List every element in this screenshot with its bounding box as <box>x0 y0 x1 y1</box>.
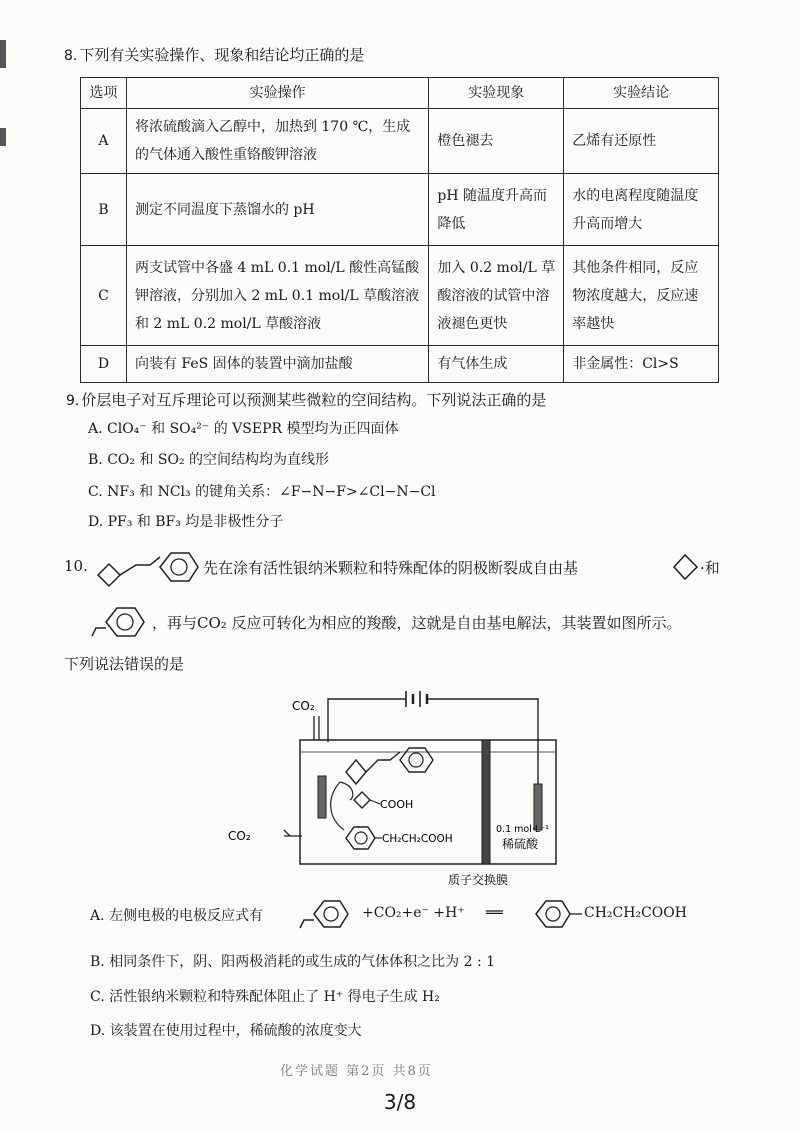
page-indicator: 3/8 <box>383 1090 417 1114</box>
row-phenomenon: 加入 0.2 mol/L 草酸溶液的试管中溶液褪色更快 <box>429 246 564 346</box>
table-row <box>81 174 719 246</box>
q10-option-a-reactants: +CO₂+e⁻ +H⁺ <box>362 905 465 921</box>
benzene-ring <box>314 901 348 927</box>
row-option: B <box>81 174 127 246</box>
scan-edge-mark <box>0 128 6 146</box>
product-cooh-label: COOH <box>380 798 414 811</box>
header-option: 选项 <box>81 78 127 109</box>
alkyl-chain <box>120 557 160 575</box>
row-conclusion: 水的电离程度随温度升高而增大 <box>564 174 719 246</box>
molecule-cyclobutyl-radical <box>670 550 702 584</box>
table-row <box>81 346 719 383</box>
aromatic-circle <box>324 907 338 921</box>
q10-option-a-product: CH₂CH₂COOH <box>584 905 687 921</box>
q10-line2-text: ，再与CO₂ 反应可转化为相应的羧酸，这就是自由基电解法，其装置如图所示。 <box>152 614 682 632</box>
molecule-phenylethyl-radical <box>296 896 362 934</box>
benzene-ring <box>536 901 570 927</box>
row-phenomenon: 橙色褪去 <box>429 109 564 174</box>
row-operation: 向装有 FeS 固体的装置中滴加盐酸 <box>126 346 428 383</box>
benzene-ring <box>160 553 198 581</box>
aromatic-circle <box>171 559 187 575</box>
alkyl-chain <box>92 628 106 636</box>
benzene-ring <box>106 608 144 636</box>
reaction-arrow <box>331 782 344 830</box>
aromatic-circle <box>355 832 367 844</box>
row-phenomenon: pH 随温度升高而降低 <box>429 174 564 246</box>
q10-option-a-equals: ══ <box>486 905 503 921</box>
q8-number: 8. <box>64 48 78 64</box>
alkyl-chain <box>300 920 314 928</box>
solution-name-label: 稀硫酸 <box>502 837 539 851</box>
alkyl-chain <box>366 752 400 772</box>
co2-inlet-top-label: CO₂ <box>292 699 315 713</box>
q8-title <box>64 44 364 65</box>
cyclobutane-ring <box>674 555 697 579</box>
cyclobutane-ring <box>346 760 366 784</box>
benzene-ring <box>346 827 375 849</box>
footer-page-info: 化学试题 第2页 共8页 <box>280 1064 433 1079</box>
q9-option-a: A. ClO₄⁻ 和 SO₄²⁻ 的 VSEPR 模型均为正四面体 <box>88 421 399 437</box>
q9-option-b: B. CO₂ 和 SO₂ 的空间结构均为直线形 <box>88 452 330 468</box>
row-phenomenon: 有气体生成 <box>429 346 564 383</box>
scan-edge-mark <box>0 40 6 68</box>
row-operation: 测定不同温度下蒸馏水的 pH <box>126 174 428 246</box>
molecule-benzene <box>532 896 582 934</box>
q10-option-d: D. 该装置在使用过程中，稀硫酸的浓度变大 <box>90 1023 362 1039</box>
q10-option-c: C. 活性银纳米颗粒和特殊配体阻止了 H⁺ 得电子生成 H₂ <box>90 989 440 1005</box>
q9-number: 9. <box>66 393 80 409</box>
bond <box>370 800 380 804</box>
table-row <box>81 246 719 346</box>
co2-inlet-left-label: CO₂ <box>228 829 251 843</box>
membrane-label: 质子交换膜 <box>448 873 509 887</box>
aromatic-circle <box>409 753 423 767</box>
q10-option-a-prefix: A. 左侧电极的电极反应式有 <box>90 908 264 924</box>
cyclobutane-ring <box>354 792 370 808</box>
row-option: D <box>81 346 127 383</box>
q9-text: 价层电子对互斥理论可以预测某些微粒的空间结构。下列说法正确的是 <box>81 391 547 409</box>
molecule-phenylethyl-radical <box>88 600 154 644</box>
q10-option-b: B. 相同条件下，阴、阳两极消耗的或生成的气体体积之比为 2 : 1 <box>90 954 496 970</box>
reaction-arrow <box>340 782 353 800</box>
q8-table <box>80 77 719 383</box>
table-header-row <box>81 78 719 109</box>
q10-line1-text: 先在涂有活性银纳米颗粒和特殊配体的阴极断裂成自由基 <box>203 559 579 577</box>
row-option: A <box>81 109 127 174</box>
row-operation: 两支试管中各盛 4 mL 0.1 mol/L 酸性高锰酸钾溶液，分别加入 2 mL 0.1 mol/L 草酸溶液和 2 mL 0.2 mol/L 草酸溶液 <box>126 246 428 346</box>
solution-concentration-label: 0.1 mol·L⁻¹ <box>496 824 549 835</box>
row-conclusion: 乙烯有还原性 <box>564 109 719 174</box>
row-operation: 将浓硫酸滴入乙醇中，加热到 170 ℃，生成的气体通入酸性重铬酸钾溶液 <box>126 109 428 174</box>
cyclobutane-ring <box>98 564 120 586</box>
q10-line3-text: 下列说法错误的是 <box>64 655 185 673</box>
aromatic-circle <box>117 614 133 630</box>
row-option: C <box>81 246 127 346</box>
row-conclusion: 非金属性：Cl>S <box>564 346 719 383</box>
row-conclusion: 其他条件相同，反应物浓度越大，反应速率越快 <box>564 246 719 346</box>
aromatic-circle <box>546 907 560 921</box>
q8-text: 下列有关实验操作、现象和结论均正确的是 <box>79 46 365 64</box>
co2-inlet-pipe <box>284 830 290 836</box>
header-conclusion: 实验结论 <box>564 78 719 109</box>
q9-title <box>66 389 546 410</box>
q9-option-d: D. PF₃ 和 BF₃ 均是非极性分子 <box>88 514 284 530</box>
product-chain-label: CH₂CH₂COOH <box>382 833 453 845</box>
molecule-cyclobutyl-propylbenzene <box>92 545 202 589</box>
q10-number: 10. <box>64 557 88 575</box>
electrolysis-apparatus <box>228 680 590 890</box>
header-phenomenon: 实验现象 <box>429 78 564 109</box>
q10-line1-tail: ·和 <box>700 559 720 577</box>
proton-exchange-membrane <box>482 740 490 864</box>
wire <box>328 699 406 742</box>
header-operation: 实验操作 <box>126 78 428 109</box>
cathode-electrode <box>318 776 326 818</box>
table-row <box>81 109 719 174</box>
q9-option-c: C. NF₃ 和 NCl₃ 的键角关系：∠F−N−F>∠Cl−N−Cl <box>88 484 436 500</box>
